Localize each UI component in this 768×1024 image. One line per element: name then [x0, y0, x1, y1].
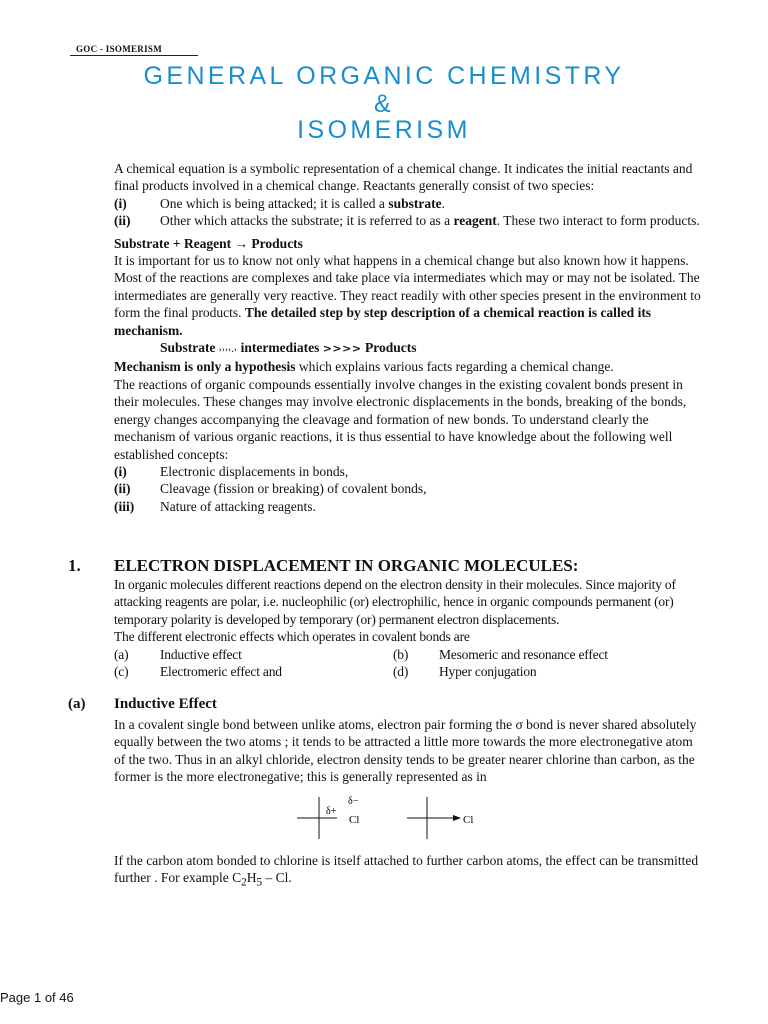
inductive-paragraph: In a covalent single bond between unlike atoms, electron pair forming the σ bond is never shared absolutely equally between the two atoms ; it tends to be attracted a little more towards the more electronegative atom of the two. Thus in an alkyl chloride, electron density tends to be greater nearer chlorine than carbon, as the former is the more electronegative; this is generally represented as in: [114, 717, 697, 785]
hypothesis-paragraph: Mechanism is only a hypothesis which explains various facts regarding a chemical change.: [114, 359, 614, 375]
item-number: (i): [114, 195, 127, 211]
intro-block: [114, 160, 704, 515]
section-1-paragraph: In organic molecules different reactions depend on the electron density in their molecules. Since majority of attacking reagents are polar, i.e. nucleophilic (or) electrophilic, hence in organic compounds permanent (or) temporary polarity is developed by temporary (or) permanent electron displacements.: [114, 577, 676, 627]
concept-item: (ii) Cleavage (fission or breaking) of covalent bonds,: [114, 481, 427, 497]
effect-item: Mesomeric and resonance effect: [439, 646, 608, 662]
effect-item: Inductive effect: [160, 646, 242, 662]
species-item-1: (i) One which is being attacked; it is called a substrate.: [114, 195, 445, 211]
section-1-effects-intro: The different electronic effects which operates in covalent bonds are: [114, 629, 470, 645]
keyword-substrate: substrate: [388, 195, 442, 211]
concept-item: (iii) Nature of attacking reagents.: [114, 498, 316, 514]
item-number: (ii): [114, 213, 131, 229]
page-indicator: Page 1 of 46: [0, 990, 74, 1005]
effect-item: Electromeric effect and: [160, 664, 282, 680]
chlorine-label-2: Cl: [463, 814, 474, 826]
reaction-equation: Substrate + Reagent → Products: [114, 235, 303, 251]
running-header: GOC - ISOMERISM: [70, 44, 198, 56]
delta-minus-label: δ−: [348, 796, 359, 807]
concept-item: (i) Electronic displacements in bonds,: [114, 463, 349, 479]
concepts-paragraph: The reactions of organic compounds essentially involve changes in the existing covalent bonds present in their molecules. These changes may involve electronic displacements in the bonds, breaking of the bonds, energy changes accompanying the cleavage and formation of new bonds. To understand clearly the mechanism of various organic reactions, it is thus essential to have knowledge about the following well established concepts:: [114, 376, 687, 462]
transmission-paragraph: If the carbon atom bonded to chlorine is itself attached to further carbon atoms, the effect can be transmitted further . For example $C_2H_5$ – Cl.: [114, 853, 699, 890]
carbon-chlorine-partial-charges: [297, 797, 337, 839]
mechanism-paragraph: It is important for us to know not only what happens in a chemical change but also known how it happens. Most of the reactions are complexes and take place via intermediates which may or may not be isolated. The intermediates are generally very reactive. They react readily with other species present in the environment to form the final products. The detailed step by step description of a chemical reaction is called its mechanism.: [114, 253, 701, 338]
chlorine-label: Cl: [349, 814, 360, 826]
title-line-2: &: [373, 90, 395, 118]
mechanism-scheme: Substrate ››››.› intermediates >>>> Products: [160, 340, 417, 356]
section-1-body: [114, 576, 704, 680]
species-item-2: (ii) Other which attacks the substrate; it is referred to as a reagent. These two interact to form products.: [114, 213, 700, 229]
title-line-3: ISOMERISM: [297, 116, 471, 144]
carbon-chlorine-arrow: [407, 797, 457, 839]
keyword-reagent: reagent: [453, 213, 497, 229]
transmission-block: [114, 852, 704, 893]
big-arrow: >>>>: [322, 342, 362, 356]
effects-list: (a) Inductive effect (b) Mesomeric and resonance effect (c) Electromeric effect and (d) Hyper conjugation: [114, 646, 704, 681]
intro-paragraph: A chemical equation is a symbolic representation of a chemical change. It indicates the initial reactants and final products involved in a chemical change. Reactants generally consist of two species:: [114, 161, 693, 194]
delta-plus-label: δ+: [326, 806, 337, 817]
sigma-symbol: σ: [515, 717, 523, 732]
inductive-diagram: [285, 793, 485, 843]
arrow-head-icon: [453, 815, 461, 821]
title-line-1: GENERAL ORGANIC CHEMISTRY: [143, 62, 625, 90]
section-a-body: [114, 716, 704, 786]
effect-item: Hyper conjugation: [439, 664, 537, 680]
small-arrow: ››››.›: [218, 345, 238, 355]
